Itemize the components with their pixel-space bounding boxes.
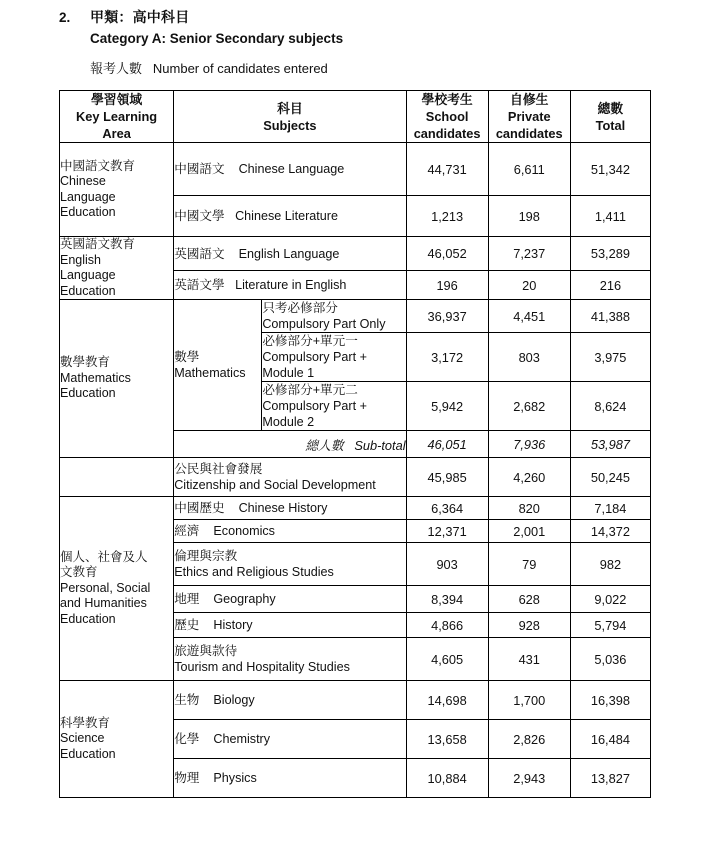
header-private-en1: Private bbox=[507, 109, 551, 124]
section-title-zh: 甲類：高中科目 bbox=[90, 9, 190, 25]
module-en: Compulsory Part Only bbox=[262, 317, 386, 331]
cell-total: 982 bbox=[570, 543, 650, 586]
kla-line: Education bbox=[60, 611, 116, 626]
table-row bbox=[60, 237, 651, 271]
cell-private: 20 bbox=[488, 271, 570, 300]
module-compulsory-part-module-2 bbox=[262, 382, 406, 431]
cell-private: 431 bbox=[488, 638, 570, 681]
subject-zh: 倫理與宗教 bbox=[174, 549, 238, 563]
cell-private: 928 bbox=[488, 613, 570, 638]
cell-total: 53,987 bbox=[570, 431, 650, 458]
subtotal-zh: 總人數 bbox=[305, 437, 344, 453]
section-number: 2. bbox=[59, 10, 71, 25]
header-total-zh: 總數 bbox=[597, 100, 624, 116]
header-private-zh: 自修生 bbox=[510, 92, 549, 107]
cell-private: 2,826 bbox=[488, 720, 570, 759]
header-subjects bbox=[174, 91, 406, 143]
cell-private: 198 bbox=[488, 196, 570, 237]
cell-private: 628 bbox=[488, 586, 570, 613]
module-en: Compulsory Part + Module 1 bbox=[262, 350, 367, 380]
cell-private: 79 bbox=[488, 543, 570, 586]
table-caption-zh: 報考人數 bbox=[90, 61, 143, 76]
header-school-zh: 學校考生 bbox=[421, 92, 473, 107]
cell-school: 13,658 bbox=[406, 720, 488, 759]
header-key-learning-area bbox=[60, 91, 174, 143]
cell-private: 1,700 bbox=[488, 681, 570, 720]
cell-total: 8,624 bbox=[570, 382, 650, 431]
cell-school: 3,172 bbox=[406, 333, 488, 382]
table-caption-en: Number of candidates entered bbox=[152, 61, 328, 76]
kla-line: Education bbox=[60, 205, 116, 219]
cell-school: 5,942 bbox=[406, 382, 488, 431]
table-row bbox=[60, 497, 651, 520]
kla-mathematics-education bbox=[60, 300, 174, 458]
header-kla-en2: Area bbox=[102, 126, 131, 141]
cell-total: 5,794 bbox=[570, 613, 650, 638]
subject-zh: 中國文學 bbox=[174, 209, 225, 223]
cell-total: 41,388 bbox=[570, 300, 650, 333]
table-row bbox=[60, 300, 651, 333]
module-compulsory-part-only bbox=[262, 300, 406, 333]
subject-zh: 數學 bbox=[174, 350, 200, 364]
cell-private: 2,682 bbox=[488, 382, 570, 431]
header-subjects-en: Subjects bbox=[263, 117, 317, 133]
kla-line: 個人、社會及人 bbox=[60, 549, 148, 564]
subject-zh: 旅遊與款待 bbox=[174, 644, 238, 658]
subject-en: Chinese History bbox=[238, 501, 328, 515]
table-caption bbox=[90, 60, 328, 78]
table-row bbox=[60, 681, 651, 720]
subject-en: English Language bbox=[238, 246, 340, 261]
header-kla-zh: 學習領域 bbox=[91, 92, 143, 107]
subject-zh: 歷史 bbox=[174, 618, 200, 632]
subject-en: Biology bbox=[213, 693, 255, 707]
subject-history bbox=[174, 613, 406, 638]
subject-en: History bbox=[213, 618, 253, 632]
subject-en: Physics bbox=[213, 771, 257, 785]
subject-chemistry bbox=[174, 720, 406, 759]
cell-private: 803 bbox=[488, 333, 570, 382]
subject-en: Ethics and Religious Studies bbox=[174, 565, 334, 579]
header-private-candidates bbox=[488, 91, 570, 143]
subtotal-label bbox=[174, 431, 406, 458]
header-private-en2: candidates bbox=[495, 126, 563, 141]
kla-personal-social-humanities-education bbox=[60, 497, 174, 681]
candidates-table-wrapper bbox=[59, 90, 651, 798]
cell-total: 3,975 bbox=[570, 333, 650, 382]
subject-zh: 公民與社會發展 bbox=[174, 462, 263, 476]
subject-zh: 經濟 bbox=[174, 524, 200, 538]
header-school-en1: School bbox=[425, 109, 469, 124]
kla-line: Personal, Social bbox=[60, 580, 151, 595]
cell-school: 44,731 bbox=[406, 143, 488, 196]
cell-private: 4,260 bbox=[488, 458, 570, 497]
cell-total: 1,411 bbox=[570, 196, 650, 237]
cell-private: 4,451 bbox=[488, 300, 570, 333]
subject-zh: 英語文學 bbox=[174, 278, 225, 292]
kla-line: 科學教育 bbox=[60, 715, 111, 730]
cell-school: 12,371 bbox=[406, 520, 488, 543]
cell-total: 53,289 bbox=[570, 237, 650, 271]
cell-school: 6,364 bbox=[406, 497, 488, 520]
kla-line: English bbox=[60, 252, 101, 267]
kla-science-education bbox=[60, 681, 174, 798]
kla-line: Chinese bbox=[60, 174, 106, 188]
header-school-candidates bbox=[406, 91, 488, 143]
subject-zh: 化學 bbox=[174, 732, 200, 746]
cell-total: 5,036 bbox=[570, 638, 650, 681]
table-row bbox=[60, 143, 651, 196]
module-zh: 只考必修部分 bbox=[262, 301, 338, 315]
cell-total: 50,245 bbox=[570, 458, 650, 497]
kla-english-language-education bbox=[60, 237, 174, 300]
subject-en: Chinese Literature bbox=[235, 209, 338, 223]
module-zh: 必修部分+單元二 bbox=[262, 383, 358, 397]
cell-school: 14,698 bbox=[406, 681, 488, 720]
subject-en: Economics bbox=[213, 524, 275, 538]
subtotal-en: Sub-total bbox=[354, 437, 406, 453]
subject-zh: 生物 bbox=[174, 693, 200, 707]
kla-line: 英國語文教育 bbox=[60, 237, 136, 251]
kla-line: Education bbox=[60, 283, 116, 298]
kla-line: Science bbox=[60, 731, 105, 746]
section-heading bbox=[59, 8, 659, 49]
subject-en: Tourism and Hospitality Studies bbox=[174, 660, 350, 674]
header-total-en: Total bbox=[595, 117, 626, 133]
cell-total: 216 bbox=[570, 271, 650, 300]
subject-zh: 中國語文 bbox=[174, 162, 225, 176]
module-en: Compulsory Part + Module 2 bbox=[262, 399, 367, 429]
cell-private: 7,936 bbox=[488, 431, 570, 458]
cell-school: 46,052 bbox=[406, 237, 488, 271]
kla-empty bbox=[60, 458, 174, 497]
cell-school: 1,213 bbox=[406, 196, 488, 237]
cell-total: 14,372 bbox=[570, 520, 650, 543]
subject-tourism-and-hospitality-studies bbox=[174, 638, 406, 681]
subject-ethics-and-religious-studies bbox=[174, 543, 406, 586]
subject-en: Citizenship and Social Development bbox=[174, 478, 376, 492]
module-compulsory-part-module-1 bbox=[262, 333, 406, 382]
subject-biology bbox=[174, 681, 406, 720]
subject-zh: 英國語文 bbox=[174, 246, 225, 261]
table-row bbox=[60, 458, 651, 497]
header-subjects-zh: 科目 bbox=[277, 100, 303, 116]
subject-en: Literature in English bbox=[235, 278, 347, 292]
kla-line: Language bbox=[60, 189, 116, 204]
cell-private: 820 bbox=[488, 497, 570, 520]
header-total bbox=[570, 91, 650, 143]
cell-school: 196 bbox=[406, 271, 488, 300]
kla-line: Education bbox=[60, 746, 116, 761]
kla-line: 中國語文教育 bbox=[60, 158, 136, 173]
cell-total: 16,484 bbox=[570, 720, 650, 759]
table-header-row bbox=[60, 91, 651, 143]
cell-school: 46,051 bbox=[406, 431, 488, 458]
cell-total: 16,398 bbox=[570, 681, 650, 720]
kla-line: and Humanities bbox=[60, 596, 147, 611]
subject-en: Chinese Language bbox=[238, 162, 345, 176]
cell-school: 45,985 bbox=[406, 458, 488, 497]
kla-line: Mathematics bbox=[60, 370, 131, 385]
candidates-table bbox=[59, 90, 651, 798]
cell-school: 4,866 bbox=[406, 613, 488, 638]
kla-line: 數學教育 bbox=[60, 355, 111, 370]
cell-total: 13,827 bbox=[570, 759, 650, 798]
kla-line: Education bbox=[60, 386, 116, 401]
cell-total: 51,342 bbox=[570, 143, 650, 196]
cell-school: 4,605 bbox=[406, 638, 488, 681]
cell-private: 2,943 bbox=[488, 759, 570, 798]
cell-private: 6,611 bbox=[488, 143, 570, 196]
kla-chinese-language-education bbox=[60, 143, 174, 237]
section-title-en: Category A: Senior Secondary subjects bbox=[90, 31, 344, 46]
cell-school: 36,937 bbox=[406, 300, 488, 333]
header-kla-en1: Key Learning bbox=[76, 109, 158, 124]
subject-citizenship-and-social-development bbox=[174, 458, 406, 497]
subject-mathematics bbox=[174, 300, 262, 431]
subject-economics bbox=[174, 520, 406, 543]
subject-chinese-language bbox=[174, 143, 406, 196]
cell-school: 10,884 bbox=[406, 759, 488, 798]
cell-total: 7,184 bbox=[570, 497, 650, 520]
subject-physics bbox=[174, 759, 406, 798]
cell-school: 8,394 bbox=[406, 586, 488, 613]
module-zh: 必修部分+單元一 bbox=[262, 334, 358, 348]
cell-private: 2,001 bbox=[488, 520, 570, 543]
cell-total: 9,022 bbox=[570, 586, 650, 613]
subject-chinese-history bbox=[174, 497, 406, 520]
subject-literature-in-english bbox=[174, 271, 406, 300]
subject-en: Mathematics bbox=[174, 366, 246, 380]
subject-zh: 物理 bbox=[174, 771, 200, 785]
kla-line: 文教育 bbox=[60, 565, 98, 580]
subject-english-language bbox=[174, 237, 406, 271]
subject-chinese-literature bbox=[174, 196, 406, 237]
subject-geography bbox=[174, 586, 406, 613]
subject-zh: 中國歷史 bbox=[174, 501, 225, 515]
subject-en: Geography bbox=[213, 592, 276, 606]
cell-school: 903 bbox=[406, 543, 488, 586]
kla-line: Language bbox=[60, 268, 116, 282]
subject-zh: 地理 bbox=[174, 592, 200, 606]
subject-en: Chemistry bbox=[213, 732, 271, 746]
cell-private: 7,237 bbox=[488, 237, 570, 271]
header-school-en2: candidates bbox=[413, 126, 481, 141]
